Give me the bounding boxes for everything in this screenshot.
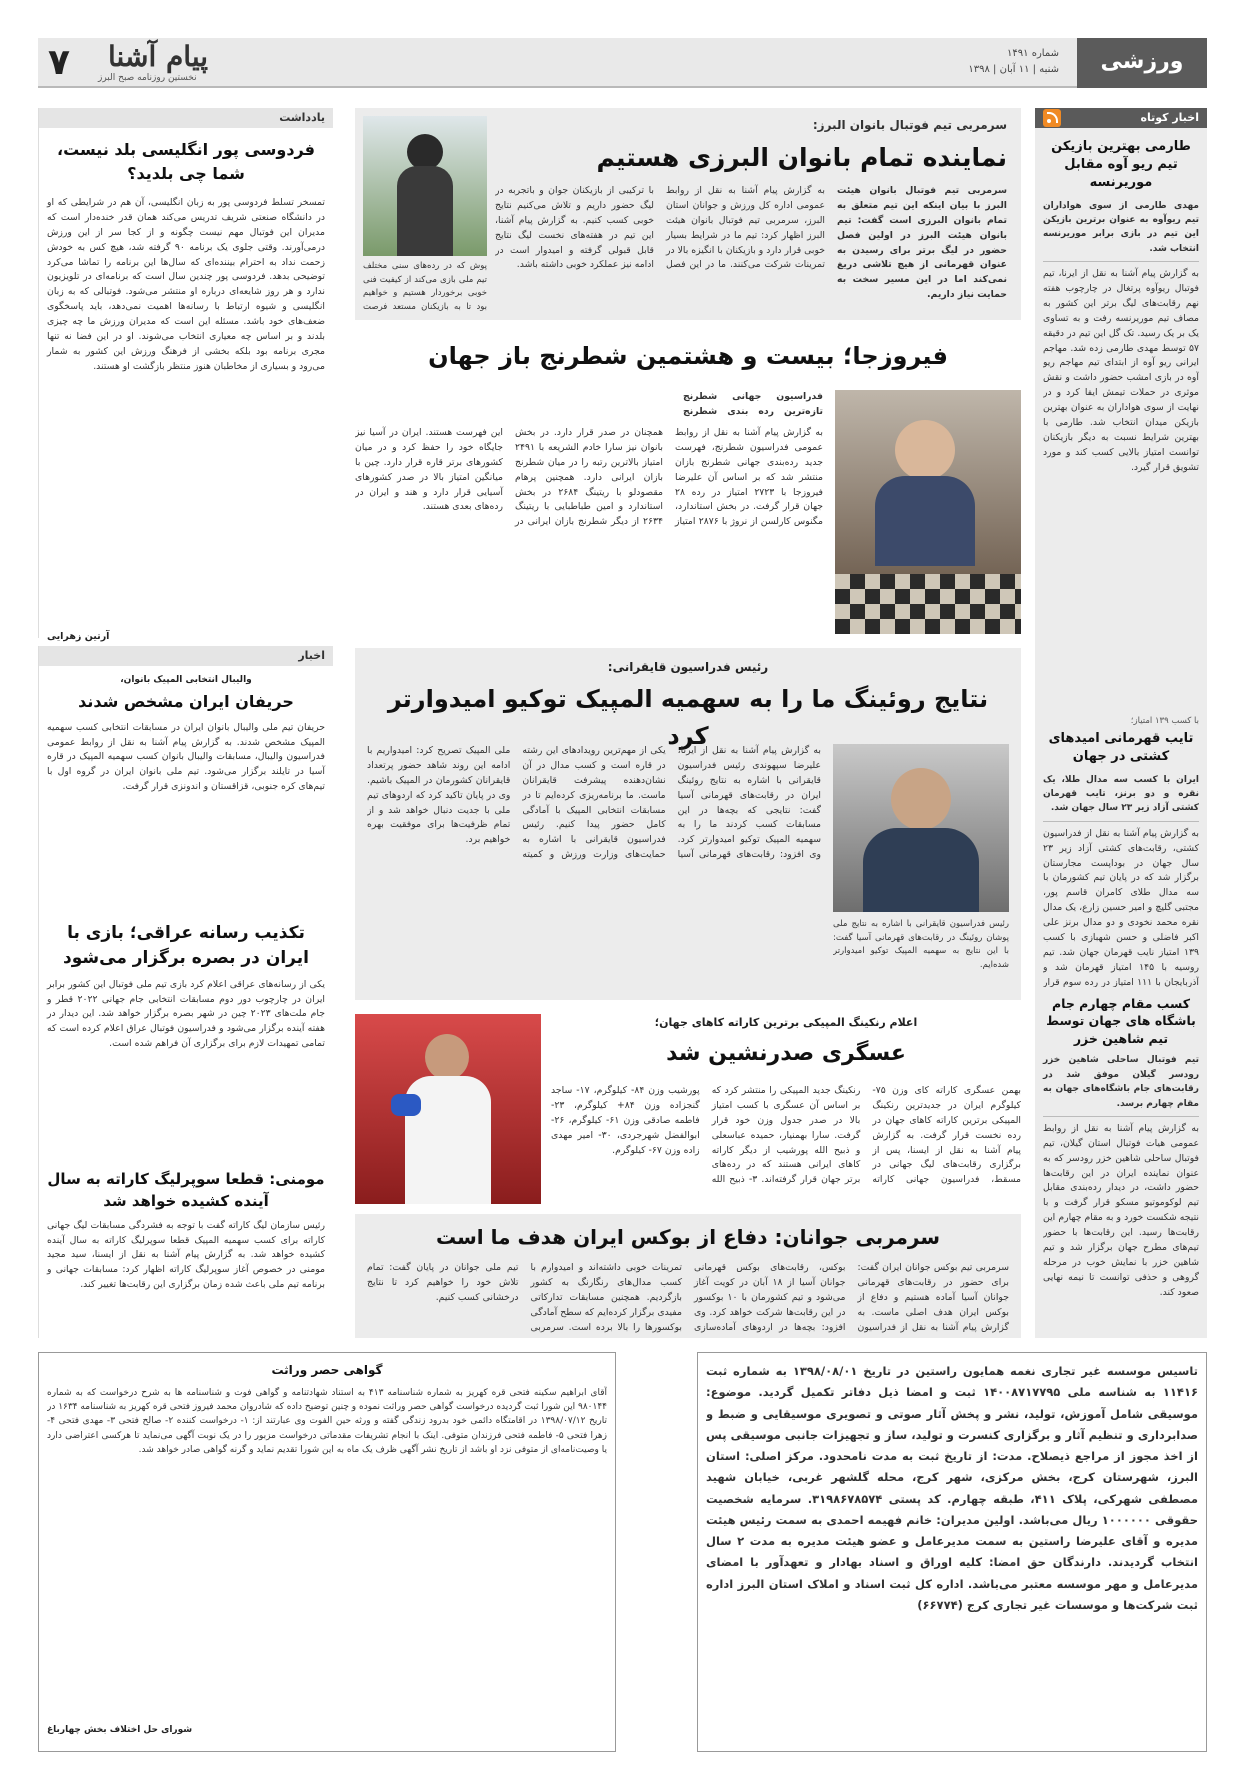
note-author: آرتین زهرایی <box>47 631 110 642</box>
karate-story <box>355 1008 1021 1208</box>
news-1-title: طارمی بهترین بازیکن تیم ریو آوه مقابل موریرنسه <box>1051 139 1191 191</box>
short-news-header-label: اخبار کوتاه <box>1140 111 1199 124</box>
news-1-lead: مهدی طارمی از سوی هواداران تیم ریوآوه به عنوان برترین بازیکن این تیم در بازی برابر موریرنسه انتخاب شد. <box>1043 200 1199 254</box>
news-c-title: مومنی: قطعا سوپرلیگ کاراته به سال آینده کشیده خواهد شد <box>47 1169 325 1211</box>
rowing-title: نتایج روئینگ ما را به سهمیه المپیک توکیو امیدوارتر کرد <box>387 684 989 750</box>
news-1-body: به گزارش پیام آشنا به نقل از ایرنا، تیم فوتبال ریوآوه پرتغال در چارچوب هفته نهم رقابت‌های لیگ برتر این کشور به مصاف تیم موریرنسه رفت و به تساوی یک بر یک رسید. تک گل این تیم در دقیقه ۵۷ توسط مهدی طارمی زده شد. مهاجم ایرانی ریو آوه از ابتدای تیم مهاجم ریو آوه در بازی امشب حضور داشت و نقش موثری در حملات تیمش ایفا کرد و در نهایت از سوی هواداران به عنوان بهترین بازیکن میدان انتخاب شد. طارمی با بهترین شرایط نسبت به دیگر بازیکنان توانست امتیاز بالایی کسب کند و مورد تشویق قرار گیرد. <box>1043 268 1199 473</box>
paper-logo <box>38 38 358 88</box>
issue-number: شماره ۱۴۹۱ <box>1007 48 1059 59</box>
short-news-header <box>1035 108 1207 128</box>
news-a-body: حریفان تیم ملی والیبال بانوان ایران در مسابقات انتخابی کسب سهمیه المپیک مشخص شدند. به گزارش پیام آشنا به نقل از روابط عمومی فدراسیون والیبال، مسابقات والیبال بانوان کسب سهمیه المپیک در قاره آسیا در تایلند برگزار می‌شود. تیم ملی بانوان ایران در گروه اول با تیم‌های کره جنوبی، قزاقستان و اندونزی قرار گرفت. <box>47 721 325 793</box>
news-2-lead: ایران با کسب سه مدال طلا، یک نقره و دو برنز، تایب قهرمان کشتی آزاد زیر ۲۳ سال جهان شد. <box>1043 774 1199 814</box>
short-news-column <box>1035 108 1207 1338</box>
chess-body: به گزارش پیام آشنا به نقل از روابط عمومی فدراسیون شطرنج، فهرست جدید رده‌بندی جهانی شطرنج بازان منتشر شد که بر اساس آن علیرضا فیروزجا با ۲۷۲۳ امتیاز در رده ۲۸ جهان قرار گرفت. در بخش استاندارد، مگنوس کارلسن از نروژ با ۲۸۷۶ امتیاز همچنان در صدر قرار دارد. در بخش بانوان نیز سارا خادم الشریعه با ۲۴۹۱ امتیاز بالاترین رتبه را در میان شطرنج بازان ایرانی دارد. همچنین پرهام مقصودلو با ریتینگ ۲۶۸۴ در بخش استاندارد و امین طباطبایی با ریتینگ ۲۶۳۴ از دیگر شطرنج بازان ایرانی در این فهرست هستند. ایران در آسیا نیز جایگاه خود را حفظ کرد و در میان کشورهای برتر قاره قرار دارد. چین با میانگین امتیاز بالا در صدر کشورهای آسیایی قرار دارد و هند و ایران در رده‌های بعدی هستند. <box>355 427 823 528</box>
rowing-body: به گزارش پیام آشنا به نقل از ایرنا، علیرضا سپهوندی رئیس فدراسیون قایقرانی با اشاره به نتایج روئینگ ایران در رقابت‌های قهرمانی آسیا گفت: نتایجی که بچه‌ها در این مسابقات کسب کردند ما را به سهمیه المپیک توکیو امیدوارتر کرد. وی افزود: رقابت‌های قهرمانی آسیا یکی از مهم‌ترین رویدادهای این رشته در قاره است و کسب مدال در آن نشان‌دهنده پیشرفت قایقرانان ماست. ما برنامه‌ریزی کرده‌ایم تا در مسابقات انتخابی المپیک با آمادگی کامل حضور پیدا کنیم. رئیس فدراسیون قایقرانی با اشاره به حمایت‌های وزارت ورزش و کمیته ملی المپیک تصریح کرد: امیدواریم با ادامه این روند شاهد حضور پرتعداد قایقرانان کشورمان در المپیک باشیم. وی در پایان تاکید کرد که اردوهای تیم ملی با جدیت دنبال خواهد شد و از تمام ظرفیت‌ها برای موفقیت بهره خواهیم برد. <box>367 745 821 861</box>
chess-story <box>355 330 1021 640</box>
news-3-body: به گزارش پیام آشنا به نقل از روابط عمومی هیات فوتبال استان گیلان، تیم فوتبال ساحلی شاهین خزر رودسر که به عنوان نماینده ایران در این رقابت‌ها حضور داشت، در دیدار رده‌بندی مقابل تیم لوکوموتیو مسکو قرار گرفت و با نتیجه شکست خورد و به مقام چهارم این رقابت‌ها رسید. این رقابت‌ها با حضور تیم‌های مطرح جهان برگزار شد و تیم شاهین خزر با نمایش خوب در مرحله گروهی و حذفی توانست تا نیمه نهایی صعود کند. <box>1043 1122 1199 1298</box>
masthead <box>38 38 1207 88</box>
news-c-body: رئیس سازمان لیگ کاراته گفت با توجه به فشردگی مسابقات لیگ جهانی کاراته برای کسب سهمیه المپیک قطعا سوپرلیگ کاراته به سال آینده کشیده خواهد شد. به گزارش پیام آشنا به نقل از ایسنا، سید مجید مومنی در خصوص آغاز سوپرلیگ کاراته اظهار کرد: مسابقات جهانی و برنامه تیم ملی باعث شده زمان برگزاری این رقابت‌ها تغییر کند. <box>47 1219 325 1291</box>
top-story <box>355 108 1021 320</box>
asgari-photo <box>355 1014 541 1204</box>
issue-info <box>968 46 1059 78</box>
page-number: ۷ <box>48 42 70 83</box>
coach-photo <box>363 116 487 256</box>
news-column <box>38 646 333 1338</box>
rowing-president-photo <box>833 744 1009 912</box>
paper-tagline: نخستین روزنامه صبح البرز <box>98 73 197 83</box>
paper-name: پیام آشنا <box>108 40 209 73</box>
note-column <box>38 108 333 642</box>
news-b-body: یکی از رسانه‌های عراقی اعلام کرد بازی تیم ملی فوتبال این کشور برابر ایران در چارچوب دور دوم مسابقات انتخابی جام جهانی ۲۰۲۲ قطر و جام ملت‌های ۲۰۲۳ چین در شهر بصره برگزار خواهد شد. این دیدار در هفته آینده برگزار می‌شود و فدراسیون فوتبال عراق اعلام کرده است که تمامی تمهیدات لازم برای برگزاری آن فراهم شده است. <box>47 978 325 1050</box>
note-body: تمسخر تسلط فردوسی پور به زبان انگلیسی، آن هم در شرایطی که او در دانشگاه صنعتی شریف تدریس می‌کند همان قدر خنده‌دار است که مدیران این فوتبال مهم نیست چگونه و از کجا سر از این ورزش درمی‌آورند. وقتی جلوی یک برنامه ۹۰ گرفته شد، هیچ کس به خودش زحمت نداد به احترام بیننده‌ای که سال‌ها این برنامه را تماشا می‌کرد توضیحی بدهد. فردوسی پور چندین سال است که برنامه‌ای در تلویزیون ندارد و هر روز شایعه‌ای درباره او منتشر می‌شود. فوتبالی که به زبان انگلیسی و شیوه ارتباط با رسانه‌ها اهمیت نمی‌دهد، باید پاسخگوی ضعف‌های خود باشد. مسئله این است که مدیران ورزش ما چه چیزی بلدند و بر اساس چه معیاری انتخاب می‌شوند. او در این فضا نه تنها مجری برنامه بود بلکه بخشی از فرهنگ ورزش این کشور به شمار می‌رود و بسیاری از مخاطبان هنوز منتظر بازگشت او هستند. <box>47 197 325 372</box>
inheritance-title: گواهی حصر وراثت <box>271 1363 383 1377</box>
karate-title: عسگری صدرنشین شد <box>666 1041 906 1067</box>
news-b-title: تکذیب رسانه عراقی؛ بازی با ایران در بصره برگزار می‌شود <box>63 922 309 969</box>
news-3-title: کسب مقام چهارم جام باشگاه های جهان توسط تیم شاهین خزر <box>1046 995 1196 1046</box>
top-story-body: به گزارش پیام آشنا به نقل از روابط عمومی اداره کل ورزش و جوانان استان البرز، سرمربی تیم فوتبال بانوان هیئت البرز اظهار کرد: تیم ما در شرایط بسیار خوبی قرار دارد و بازیکنان با انگیزه بالا در تمرینات شرکت می‌کنند. ما در این فصل با ترکیبی از بازیکنان جوان و باتجربه در لیگ حضور داریم و تلاش می‌کنیم نتایج خوبی کسب کنیم. به گزارش پیام آشنا، این تیم در هفته‌های نخست لیگ نتایج قابل قبولی گرفته و امیدوار است در ادامه نیز عملکرد خوبی داشته باشد. <box>495 185 825 271</box>
legal-ad-text: تاسیس موسسه غیر تجاری نغمه همایون راستین در تاریخ ۱۳۹۸/۰۸/۰۱ به شماره ثبت ۱۱۴۱۶ به شناسه ملی ۱۴۰۰۸۷۱۷۷۹۵ ثبت و امضا ذیل دفاتر تکمیل گردید. موضوع: موسیقی شامل آموزش، تولید، نشر و پخش آثار صوتی و تصویری موسیقایی و ضبط و صدابرداری و تنظیم آثار و برگزاری کنسرت و تولید، ساز و تجهیزات جانبی موسیقی پس از اخذ مجوز از مراجع ذیصلاح. مدت: از تاریخ ثبت به مدت نامحدود. مرکز اصلی: استان البرز، شهرستان کرج، بخش مرکزی، شهر کرج، محله گلشهر غربی، خیابان شهید مصطفی شهرکی، پلاک ۴۱۱، طبقه چهارم. کد پستی ۳۱۹۸۶۷۸۵۷۴. سرمایه شخصیت حقوقی ۱۰۰۰۰۰۰ ریال می‌باشد. اولین مدیران: خانم فهیمه احمدی به سمت رئیس هیئت مدیره و آقای علیرضا راستین به سمت مدیرعامل و عضو هیئت مدیره به مدت ۲ سال انتخاب گردیدند. دارندگان حق امضا: کلیه اوراق و اسناد بهادار و تعهدآور با امضای مدیرعامل و مهر موسسه معتبر می‌باشد. اداره کل ثبت اسناد و املاک استان البرز اداره ثبت شرکت‌ها و موسسات غیر تجاری کرج (۶۶۷۷۴) <box>706 1364 1198 1612</box>
news-3-lead: تیم فوتبال ساحلی شاهین خزر رودسر گیلان موفق شد در رقابت‌های جام باشگاه‌های جهان به مقام چهارم برسد. <box>1043 1055 1199 1109</box>
legal-ad <box>697 1352 1207 1752</box>
boxing-body: سرمربی تیم بوکس جوانان ایران گفت: برای حضور در رقابت‌های قهرمانی جوانان آسیا آماده هستیم و دفاع از بوکس ایران هدف اصلی ماست. به گزارش پیام آشنا به نقل از فدراسیون بوکس، رقابت‌های بوکس قهرمانی جوانان آسیا از ۱۸ آبان در کویت آغاز می‌شود و تیم کشورمان با ۱۰ بوکسور در این رقابت‌ها شرکت خواهد کرد. وی افزود: بچه‌ها در اردوهای آماده‌سازی تمرینات خوبی داشته‌اند و امیدوارم با کسب مدال‌های رنگارنگ به کشور بازگردیم. همچنین مسابقات تدارکاتی مفیدی برگزار کرده‌ایم که سطح آمادگی بوکسورها را بالا برده است. سرمربی تیم ملی جوانان در پایان گفت: تمام تلاش خود را خواهیم کرد تا نتایج درخشانی کسب کنیم. <box>367 1262 1009 1333</box>
chess-title: فیروزجا؛ بیست و هشتمین شطرنج باز جهان <box>428 342 948 370</box>
section-title: ورزشی <box>1077 38 1207 88</box>
inheritance-ad <box>38 1352 616 1752</box>
note-header: یادداشت <box>39 108 333 128</box>
karate-kicker: اعلام رنکینگ المپیکی برترین کاراته کاهای جهان؛ <box>654 1016 918 1029</box>
rowing-kicker: رئیس فدراسیون قایقرانی: <box>607 660 769 674</box>
news-header: اخبار <box>39 646 333 666</box>
news-a-kicker: والیبال انتخابی المپیک بانوان، <box>120 675 252 685</box>
news-a-title: حریفان ایران مشخص شدند <box>78 691 294 711</box>
news-2-title: تایب قهرمانی امیدهای کشتی در جهان <box>1048 731 1194 765</box>
coach-photo-caption: پوش که در رده‌های سنی مختلف تیم ملی بازی می‌کند از کیفیت فنی خوبی برخوردار هستیم و خواهیم بود تا به بازیکنان مستعد فرصت <box>363 261 487 312</box>
news-2-body: به گزارش پیام آشنا به نقل از فدراسیون کشتی، رقابت‌های کشتی آزاد زیر ۲۳ سال جهان در بوداپست مجارستان برگزار شد که در پایان تیم کشورمان با سه مدال طلای کامران قاسم پور، مجتبی گلیچ و امیر حسین زارع، یک مدال نقره محمد نخودی و دو مدال برنز علی اکبر فاضلی و حسن شهبازی با کسب ۱۳۹ امتیاز نایب قهرمان جهان شد. تیم روسیه با ۱۴۵ امتیاز قهرمان شد و آذربایجان با ۱۱۱ امتیاز در رده سوم قرار <box>1043 827 1199 987</box>
boxing-title: سرمربی جوانان: دفاع از بوکس ایران هدف ما است <box>435 1225 941 1249</box>
top-story-lead: سرمربی تیم فوتبال بانوان هیئت البرز با بیان اینکه این تیم متعلق به تمام بانوان البرزی است گفت: تیم بانوان هیئت البرز در اولین فصل حضور در لیگ برتر برای رسیدن به عنوان قهرمانی از هیچ تلاشی دریغ نمی‌کند اما در این مسیر سخت به حمایت نیاز داریم. <box>837 185 1007 301</box>
rss-icon[interactable] <box>1043 109 1061 127</box>
boxing-story <box>355 1214 1021 1338</box>
inheritance-sign: شورای حل اختلاف بخش چهارباغ <box>47 1724 193 1735</box>
issue-date: شنبه | ۱۱ آبان | ۱۳۹۸ <box>968 64 1059 75</box>
rowing-photo-caption: رئیس فدراسیون قایقرانی با اشاره به نتایج ملی پوشان روئینگ در رقابت‌های قهرمانی آسیا گفت: با این نتایج به سهمیه المپیک توکیو امیدوارتر شده‌ایم. <box>833 919 1009 970</box>
firouzja-photo <box>835 390 1021 634</box>
top-story-title: نماینده تمام بانوان البرزی هستیم <box>596 142 1007 172</box>
rowing-story <box>355 648 1021 1000</box>
chess-lead: فدراسیون جهانی شطرنج تازه‌ترین رده بندی شطرنج <box>683 391 823 417</box>
karate-body: بهمن عسگری کاراته کای وزن ۷۵- کیلوگرم ایران در جدیدترین رنکینگ المپیکی برترین کاراته کاهای جهان در رده نخست قرار گرفت. به گزارش پیام آشنا به نقل از ایسنا، پس از برگزاری رقابت‌های لیگ جهانی در مسقط، فدراسیون جهانی کاراته رنکینگ جدید المپیکی را منتشر کرد که بر اساس آن عسگری با کسب امتیاز بالا در صدر جدول وزن خود قرار گرفت. سارا بهمنیار، حمیده عباسعلی و ذبیح الله پورشیب از دیگر کاراته کاهای ایرانی هستند که در رده‌های برتر جهان قرار گرفته‌اند. ۳- ذبیح الله پورشیب وزن ۸۴- کیلوگرم، ۱۷- ساجد گنجزاده وزن ۸۴+ کیلوگرم، ۲۳- فاطمه صادقی وزن ۶۱- کیلوگرم، ۲۶- ابوالفضل شهرجردی، ۳۰- امیر مهدی زاده وزن ۶۷- کیلوگرم. <box>551 1085 1021 1186</box>
note-title: فردوسی پور انگلیسی بلد نیست، شما چی بلدید؟ <box>57 140 315 183</box>
top-story-kicker: سرمربی تیم فوتبال بانوان البرز: <box>812 118 1007 132</box>
inheritance-body: آقای ابراهیم سکینه فتحی قره کهریز به شماره شناسنامه ۴۱۳ به استناد شهادتنامه و گواهی فوت و شناسنامه ها به شرح درخواست که به شماره ۹۸۰۱۴۴ این شورا ثبت گردیده درخواست گواهی حصر وراثت نموده و چنین توضیح داده که شادروان محمد فیروز فتحی قره کهریز به شناسنامه ۱۶۳۴ در تاریخ ۱۳۹۸/۰۷/۱۲ در اقامتگاه دائمی خود بدرود زندگی گفته و ورثه حین الفوت وی عبارتند از: ۱- درخواست کننده ۲- صالح فتحی ۳- مهدی فتحی ۴- زهرا فتحی ۵- فاطمه فتحی فرزندان متوفی. اینک با انجام تشریفات مقدماتی درخواست مزبور را در یک نوبت آگهی می‌نماید تا هرکسی اعتراضی دارد یا وصیت‌نامه‌ای از متوفی نزد او باشد از تاریخ نشر آگهی ظرف یک ماه به این شورا تقدیم نماید و گرنه گواهی صادر خواهد شد. <box>47 1387 607 1456</box>
news-2-kicker: با کسب ۱۳۹ امتیاز؛ <box>1130 716 1199 727</box>
